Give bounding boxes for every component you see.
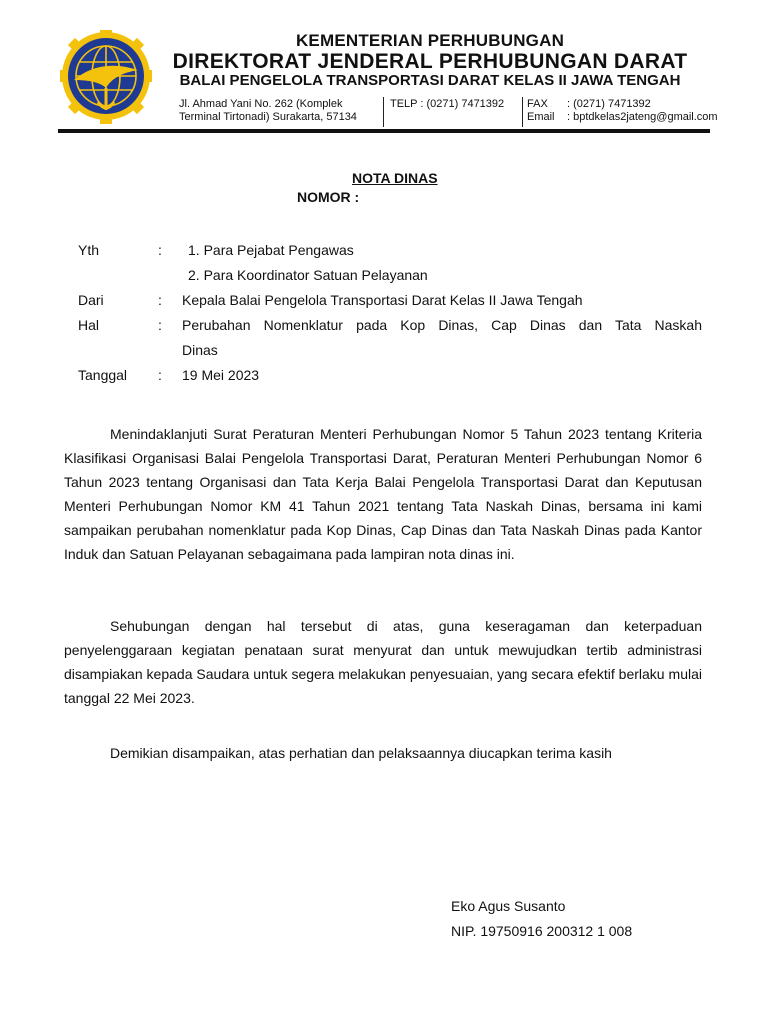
email-label: Email — [527, 111, 555, 123]
office-telephone: TELP : (0271) 7471392 — [390, 98, 505, 110]
fax-value: : (0271) 7471392 — [567, 98, 651, 110]
yth-label: Yth — [78, 242, 100, 258]
telephone-divider — [522, 97, 523, 127]
fax-label: FAX — [527, 98, 548, 110]
paragraph-1-text: Menindaklanjuti Surat Peraturan Menteri Perhubungan Nomor 5 Tahun 2023 tentang Kriteria Klasifikasi Organisasi Balai Pengelola Transportasi Darat, Peraturan Menteri Perhubungan Nomor 6 Tahun 2023 tentang Organisasi dan Tata Kerja Balai Pengelola Transportasi Darat dan Keputusan Menteri Perhubungan Nomor KM 41 Tahun 2021 tentang Tata Naskah Dinas, bersama ini kami sampaikan perubahan nomenklatur pada Kop Dinas, Cap Dinas dan Tata Naskah Dinas pada Kantor Induk dan Satuan Pelayanan sebagaimana pada lampiran nota dinas ini. — [64, 426, 702, 562]
address-line-1: Jl. Ahmad Yani No. 262 (Komplek — [179, 98, 343, 110]
tanggal-colon: : — [158, 367, 162, 383]
letterhead-rule — [58, 129, 710, 133]
document-title: NOTA DINAS — [352, 170, 438, 186]
office-name: BALAI PENGELOLA TRANSPORTASI DARAT KELAS II JAWA TENGAH — [179, 72, 681, 89]
dari-colon: : — [158, 292, 162, 308]
date: 19 Mei 2023 — [182, 367, 260, 383]
paragraph-1 — [64, 422, 702, 566]
email-value: : bptdkelas2jateng@gmail.com — [567, 111, 718, 123]
signatory-nip: NIP. 19750916 200312 1 008 — [451, 923, 633, 939]
yth-colon: : — [158, 242, 162, 258]
directorate-name: DIREKTORAT JENDERAL PERHUBUNGAN DARAT — [172, 50, 688, 73]
hal-colon: : — [158, 317, 162, 333]
signatory-name: Eko Agus Susanto — [451, 898, 566, 914]
paragraph-2-text: Sehubungan dengan hal tersebut di atas, guna keseragaman dan keterpaduan penyelenggaraan kegiatan penataan surat menyurat dan untuk mewujudkan tertib administrasi disampiakan kepada Saudara untuk segera melakukan penyesuaian, yang secara efektif berlaku mulai tanggal 22 Mei 2023. — [64, 618, 702, 706]
office-contacts — [527, 98, 747, 124]
subject-line-1: Perubahan Nomenklatur pada Kop Dinas, Cap Dinas dan Tata Naskah — [182, 317, 702, 333]
recipient-2: 2. Para Koordinator Satuan Pelayanan — [188, 267, 428, 283]
document-number: NOMOR : — [297, 189, 360, 205]
dari-label: Dari — [78, 292, 104, 308]
tanggal-label: Tanggal — [78, 367, 128, 383]
recipient-1: 1. Para Pejabat Pengawas — [188, 242, 354, 258]
subject-line-2: Dinas — [182, 342, 218, 358]
hal-label: Hal — [78, 317, 100, 333]
closing-statement: Demikian disampaikan, atas perhatian dan pelaksaannya diucapkan terima kasih — [110, 745, 612, 761]
paragraph-2 — [64, 614, 702, 710]
office-address — [179, 98, 379, 124]
ministry-name: KEMENTERIAN PERHUBUNGAN — [295, 31, 565, 50]
address-line-2: Terminal Tirtonadi) Surakarta, 57134 — [179, 111, 357, 123]
address-divider — [383, 97, 384, 127]
sender: Kepala Balai Pengelola Transportasi Darat Kelas II Jawa Tengah — [182, 292, 583, 308]
kemenhub-emblem-icon — [60, 30, 152, 126]
